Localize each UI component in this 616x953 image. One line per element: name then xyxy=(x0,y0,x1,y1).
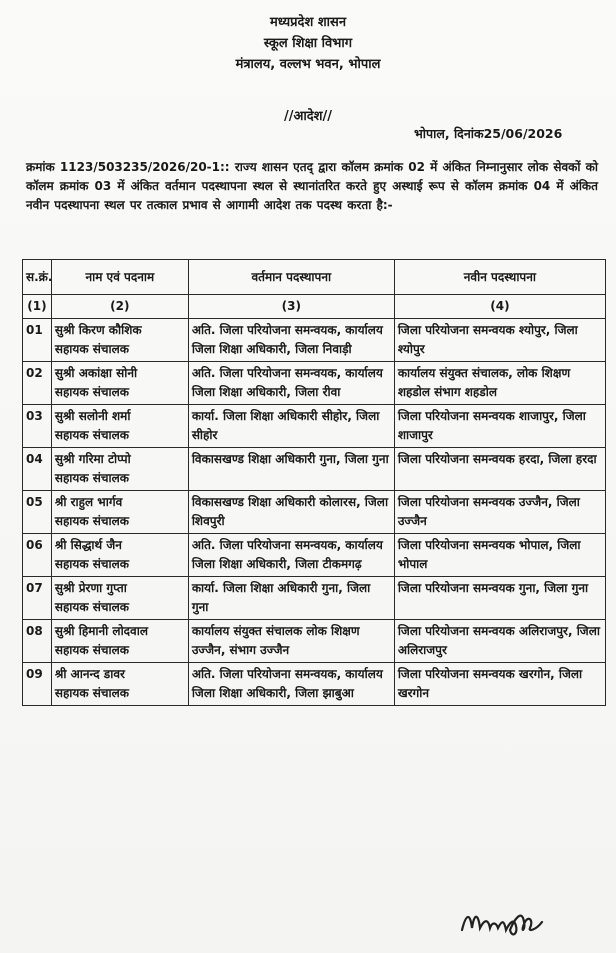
serial-number: 08 xyxy=(23,620,52,663)
serial-number: 07 xyxy=(23,577,52,620)
employee-name: सुश्री गरिमा टोप्पो xyxy=(54,452,131,466)
employee-designation: सहायक संचालक xyxy=(54,686,129,700)
name-designation-cell xyxy=(51,362,188,405)
employee-name: सुश्री किरण कौशिक xyxy=(54,323,142,337)
new-posting: जिला परियोजना समन्वयक गुना, जिला गुना xyxy=(394,577,605,620)
employee-name: श्री सिद्धार्थ जैन xyxy=(54,538,122,552)
table-row xyxy=(23,577,606,620)
table-header-row xyxy=(23,260,606,295)
new-posting: जिला परियोजना समन्वयक खरगोन, जिला खरगोन xyxy=(394,663,605,706)
table-row xyxy=(23,362,606,405)
header-serial: स.क्रं. xyxy=(23,260,52,295)
office-address: मंत्रालय, वल्लभ भवन, भोपाल xyxy=(235,57,381,72)
name-designation-cell xyxy=(51,620,188,663)
column-number-row xyxy=(23,295,606,319)
name-designation-cell xyxy=(51,319,188,362)
place-date: भोपाल, दिनांक25/06/2026 xyxy=(414,126,563,141)
table-row xyxy=(23,448,606,491)
current-posting: अति. जिला परियोजना समन्वयक, कार्यालय जिला शिक्षा अधिकारी, जिला टीकमगढ़ xyxy=(188,534,394,577)
signature xyxy=(458,900,568,944)
employee-designation: सहायक संचालक xyxy=(54,471,129,485)
serial-number: 05 xyxy=(23,491,52,534)
new-posting: कार्यालय संयुक्त संचालक, लोक शिक्षण शहडोल संभाग शहडोल xyxy=(394,362,605,405)
new-posting: जिला परियोजना समन्वयक अलिराजपुर, जिला अलिराजपुर xyxy=(394,620,605,663)
name-designation-cell xyxy=(51,405,188,448)
employee-designation: सहायक संचालक xyxy=(54,514,129,528)
employee-name: सुश्री हिमानी लोदवाल xyxy=(54,624,148,638)
department-name: स्कूल शिक्षा विभाग xyxy=(263,36,353,51)
order-body xyxy=(26,158,598,215)
serial-number: 06 xyxy=(23,534,52,577)
serial-number: 01 xyxy=(23,319,52,362)
colnum-4: (4) xyxy=(394,295,605,319)
new-posting: जिला परियोजना समन्वयक उज्जैन, जिला उज्जैन xyxy=(394,491,605,534)
employee-designation: सहायक संचालक xyxy=(54,600,129,614)
current-posting: विकासखण्ड शिक्षा अधिकारी कोलारस, जिला शिवपुरी xyxy=(188,491,394,534)
new-posting: जिला परियोजना समन्वयक शाजापुर, जिला शाजापुर xyxy=(394,405,605,448)
order-title: //आदेश// xyxy=(283,109,333,124)
employee-name: सुश्री सलोनी शर्मा xyxy=(54,409,131,423)
employee-designation: सहायक संचालक xyxy=(54,342,129,356)
employee-name: सुश्री अकांक्षा सोनी xyxy=(54,366,138,380)
name-designation-cell xyxy=(51,534,188,577)
table-row xyxy=(23,405,606,448)
colnum-3: (3) xyxy=(188,295,394,319)
name-designation-cell xyxy=(51,448,188,491)
employee-designation: सहायक संचालक xyxy=(54,385,129,399)
serial-number: 02 xyxy=(23,362,52,405)
serial-number: 09 xyxy=(23,663,52,706)
header-new-posting: नवीन पदस्थापना xyxy=(394,260,605,295)
new-posting: जिला परियोजना समन्वयक भोपाल, जिला भोपाल xyxy=(394,534,605,577)
employee-designation: सहायक संचालक xyxy=(54,643,129,657)
table-row xyxy=(23,663,606,706)
new-posting: जिला परियोजना समन्वयक श्योपुर, जिला श्योपुर xyxy=(394,319,605,362)
serial-number: 03 xyxy=(23,405,52,448)
table-row xyxy=(23,620,606,663)
order-reference: क्रमांक 1123/503235/2026/20-1:: xyxy=(26,160,230,174)
name-designation-cell xyxy=(51,491,188,534)
colnum-1: (1) xyxy=(23,295,52,319)
employee-name: सुश्री प्रेरणा गुप्ता xyxy=(54,581,127,595)
name-designation-cell xyxy=(51,663,188,706)
header-current-posting: वर्तमान पदस्थापना xyxy=(188,260,394,295)
order-text: राज्य शासन एतद् द्वारा कॉलम क्रमांक 02 में अंकित निम्नानुसार लोक सेवकों को कॉलम क्रमांक 03 में अंकित वर्तमान पदस्थापना स्थल से स्थानांतरित करते हुए अस्थाई रूप से कॉलम क्रमांक 04 में अंकित नवीन पदस्थापना स्थल पर तत्काल प्रभाव से आगामी आदेश तक पदस्थ करता है:- xyxy=(26,160,598,212)
name-designation-cell xyxy=(51,577,188,620)
current-posting: अति. जिला परियोजना समन्वयक, कार्यालय जिला शिक्षा अधिकारी, जिला रीवा xyxy=(188,362,394,405)
current-posting: अति. जिला परियोजना समन्वयक, कार्यालय जिला शिक्षा अधिकारी, जिला निवाड़ी xyxy=(188,319,394,362)
govt-name: मध्यप्रदेश शासन xyxy=(269,15,347,30)
table-row xyxy=(23,491,606,534)
transfer-table xyxy=(22,259,606,706)
current-posting: विकासखण्ड शिक्षा अधिकारी गुना, जिला गुना xyxy=(188,448,394,491)
current-posting: कार्यालय संयुक्त संचालक लोक शिक्षण उज्जैन, संभाग उज्जैन xyxy=(188,620,394,663)
new-posting: जिला परियोजना समन्वयक हरदा, जिला हरदा xyxy=(394,448,605,491)
table-row xyxy=(23,534,606,577)
employee-designation: सहायक संचालक xyxy=(54,428,129,442)
serial-number: 04 xyxy=(23,448,52,491)
employee-name: श्री आनन्द डावर xyxy=(54,667,125,681)
colnum-2: (2) xyxy=(51,295,188,319)
employee-designation: सहायक संचालक xyxy=(54,557,129,571)
current-posting: अति. जिला परियोजना समन्वयक, कार्यालय जिला शिक्षा अधिकारी, जिला झाबुआ xyxy=(188,663,394,706)
current-posting: कार्या. जिला शिक्षा अधिकारी गुना, जिला गुना xyxy=(188,577,394,620)
employee-name: श्री राहुल भार्गव xyxy=(54,495,123,509)
letterhead xyxy=(0,12,616,75)
header-name: नाम एवं पदनाम xyxy=(51,260,188,295)
table-row xyxy=(23,319,606,362)
current-posting: कार्या. जिला शिक्षा अधिकारी सीहोर, जिला सीहोर xyxy=(188,405,394,448)
